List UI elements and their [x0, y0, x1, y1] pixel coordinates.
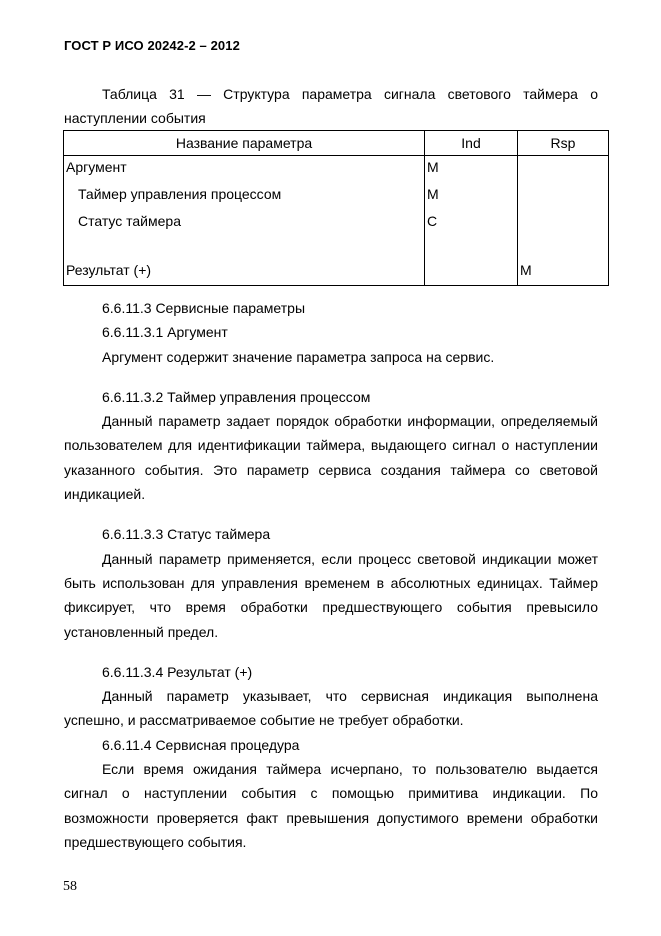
spacer: [64, 369, 598, 385]
cell-name: Таймер управления процессом: [64, 183, 425, 210]
cell-empty: [425, 237, 518, 259]
document-header: ГОСТ Р ИСО 20242-2 – 2012: [64, 38, 240, 53]
table-row: [64, 210, 609, 237]
column-header-name: Название параметра: [64, 131, 425, 156]
table-row: [64, 183, 609, 210]
spacer: [64, 506, 598, 522]
parameter-table: [63, 130, 609, 286]
column-header-ind: Ind: [425, 131, 518, 156]
page-number: 58: [63, 879, 77, 894]
cell-ind: M: [425, 156, 518, 184]
section-heading: 6.6.11.3.3 Статус таймера: [102, 526, 271, 543]
cell-empty: [64, 237, 425, 259]
section-paragraph: Аргумент содержит значение параметра запроса на сервис.: [102, 348, 495, 365]
section-heading: 6.6.11.3.1 Аргумент: [102, 324, 228, 341]
section-paragraph: Данный параметр задает порядок обработки информации, определяемый пользователем для идентификации таймера, выдающего сигнал о наступлении указанного события. Это параметр сервиса создания таймера со световой индикацией.: [64, 413, 598, 503]
cell-rsp: [518, 183, 609, 210]
cell-rsp: M: [518, 259, 609, 286]
cell-rsp: [518, 210, 609, 237]
cell-name: Аргумент: [64, 156, 425, 184]
cell-ind: [425, 259, 518, 286]
section-heading: 6.6.11.4 Сервисная процедура: [102, 736, 300, 753]
table-caption-line1: Таблица 31 — Структура параметра сигнала светового таймера о: [102, 86, 598, 102]
table-row: [64, 259, 609, 286]
cell-empty: [518, 237, 609, 259]
cell-rsp: [518, 156, 609, 184]
section-paragraph: Если время ожидания таймера исчерпано, то пользователю выдается сигнал о наступлении события с помощью примитива индикации. По возможности проверяется факт превышения допустимого времени обработки предшествующего события.: [64, 761, 598, 850]
table-caption-line2: наступлении события: [64, 110, 206, 126]
section-heading: 6.6.11.3.2 Таймер управления процессом: [102, 388, 371, 405]
section-heading: 6.6.11.3.4 Результат (+): [102, 663, 253, 680]
table-spacer-row: [64, 237, 609, 259]
table-row: [64, 156, 609, 184]
cell-name: Статус таймера: [64, 210, 425, 237]
section-paragraph: Данный параметр применяется, если процесс световой индикации может быть использован для управления временем в абсолютных единицах. Таймер фиксирует, что время обработки предшествующего события превысило установленный предел.: [64, 550, 598, 640]
cell-name: Результат (+): [64, 259, 425, 286]
cell-ind: C: [425, 210, 518, 237]
section-heading: 6.6.11.3 Сервисные параметры: [102, 300, 306, 316]
column-header-rsp: Rsp: [518, 131, 609, 156]
table-caption: [64, 82, 598, 130]
spacer: [64, 644, 598, 660]
section-paragraph: Данный параметр указывает, что сервисная индикация выполнена успешно, и рассматриваемое событие не требует обработки.: [64, 688, 598, 729]
cell-ind: M: [425, 183, 518, 210]
table-header-row: [64, 131, 609, 156]
document-body: [64, 296, 598, 854]
